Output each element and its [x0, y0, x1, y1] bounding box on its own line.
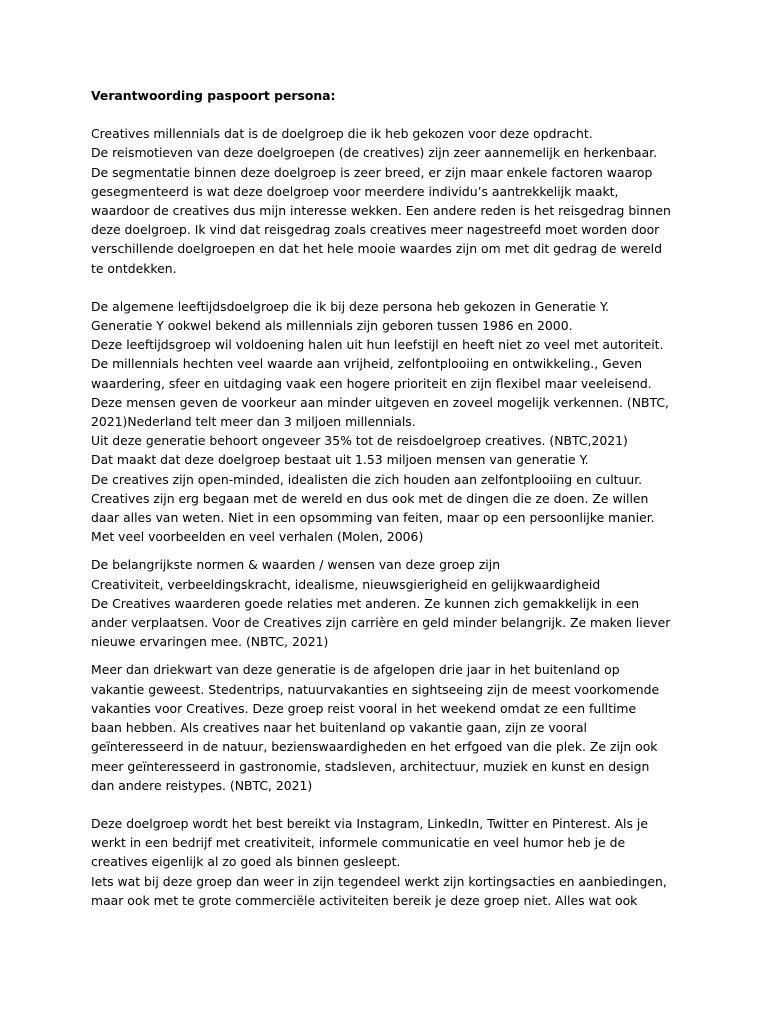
- text-line: waardoor de creatives dus mijn interesse wekken. Een andere reden is het reisgedrag binnen: [91, 203, 671, 219]
- text-line: meer geïnteresseerd in gastronomie, stadsleven, architectuur, muziek en kunst en design: [91, 758, 650, 774]
- paragraph: [91, 814, 681, 910]
- text-line: verschillende doelgroepen en dat het hele mooie waardes zijn om met dit gedrag de wereld: [91, 241, 662, 257]
- text-line: vakanties voor Creatives. Deze groep reist vooral in het weekend omdat ze een fulltime: [91, 700, 637, 716]
- text-line: Creatives millennials dat is de doelgroep die ik heb gekozen voor deze opdracht.: [91, 126, 593, 142]
- text-line: Uit deze generatie behoort ongeveer 35% tot de reisdoelgroep creatives. (NBTC,2021): [91, 433, 628, 449]
- text-line: Deze doelgroep wordt het best bereikt via Instagram, LinkedIn, Twitter en Pinterest. Als je: [91, 815, 648, 831]
- text-line: Creativiteit, verbeeldingskracht, idealisme, nieuwsgierigheid en gelijkwaardigheid: [91, 576, 601, 592]
- paragraph-gap: [91, 278, 681, 297]
- paragraph-gap: [91, 795, 681, 814]
- text-line: vakantie geweest. Stedentrips, natuurvakanties en sightseeing zijn de meest voorkomende: [91, 681, 660, 697]
- text-line: te ontdekken.: [91, 260, 177, 276]
- paragraph: [91, 124, 681, 278]
- text-line: geïnteresseerd in de natuur, bezienswaardigheden en het erfgoed van die plek. Ze zijn ook: [91, 739, 658, 755]
- text-line: dan andere reistypes. (NBTC, 2021): [91, 777, 313, 793]
- document-title: Verantwoording paspoort persona:: [91, 88, 336, 103]
- text-line: werkt in een bedrijf met creativiteit, informele communicatie en veel humor heb je de: [91, 835, 626, 851]
- text-line: waardering, sfeer en uitdaging vaak een hogere prioriteit en zijn flexibel maar veeleisend.: [91, 375, 652, 391]
- text-line: Iets wat bij deze groep dan weer in zijn tegendeel werkt zijn kortingsacties en aanbiedingen,: [91, 873, 667, 889]
- text-line: 2021)Nederland telt meer dan 3 miljoen millennials.: [91, 414, 416, 430]
- document-body: [91, 86, 681, 910]
- text-line: maar ook met te grote commerciële activiteiten bereik je deze groep niet. Alles wat ook: [91, 892, 638, 908]
- text-line: deze doelgroep. Ik vind dat reisgedrag zoals creatives meer nagestreefd moet worden door: [91, 222, 660, 238]
- paragraph-gap: [91, 546, 681, 555]
- text-line: nieuwe ervaringen mee. (NBTC, 2021): [91, 634, 329, 650]
- text-line: De reismotieven van deze doelgroepen (de creatives) zijn zeer aannemelijk en herkenbaar.: [91, 145, 658, 161]
- text-line: Meer dan driekwart van deze generatie is de afgelopen drie jaar in het buitenland op: [91, 662, 620, 678]
- text-line: Deze mensen geven de voorkeur aan minder uitgeven en zoveel mogelijk verkennen. (NBTC,: [91, 394, 669, 410]
- text-line: De segmentatie binnen deze doelgroep is zeer breed, er zijn maar enkele factoren waarop: [91, 164, 653, 180]
- text-line: daar alles van weten. Niet in een opsomming van feiten, maar op een persoonlijke manier.: [91, 510, 655, 526]
- paragraph-container: [91, 124, 681, 910]
- paragraph-gap: [91, 651, 681, 660]
- text-line: De Creatives waarderen goede relaties met anderen. Ze kunnen zich gemakkelijk in een: [91, 595, 640, 611]
- paragraph: [91, 555, 681, 651]
- text-line: Deze leeftijdsgroep wil voldoening halen uit hun leefstijl en heeft niet zo veel met autoriteit.: [91, 337, 664, 353]
- text-line: Met veel voorbeelden en veel verhalen (Molen, 2006): [91, 529, 424, 545]
- text-line: De millennials hechten veel waarde aan vrijheid, zelfontplooiing en ontwikkeling., Geven: [91, 356, 643, 372]
- text-line: De algemene leeftijdsdoelgroep die ik bij deze persona heb gekozen in Generatie Y.: [91, 298, 609, 314]
- paragraph: [91, 660, 681, 794]
- text-line: baan hebben. Als creatives naar het buitenland op vakantie gaan, zijn ze vooral: [91, 720, 587, 736]
- text-line: gesegmenteerd is wat deze doelgroep voor meerdere individu’s aantrekkelijk maakt,: [91, 183, 619, 199]
- text-line: Generatie Y ookwel bekend als millennials zijn geboren tussen 1986 en 2000.: [91, 318, 573, 334]
- text-line: Creatives zijn erg begaan met de wereld en dus ook met de dingen die ze doen. Ze willen: [91, 490, 649, 506]
- text-line: De creatives zijn open-minded, idealisten die zich houden aan zelfontplooiing en cultuur.: [91, 471, 643, 487]
- text-line: creatives eigenlijk al zo goed als binnen gesleept.: [91, 854, 401, 870]
- text-line: De belangrijkste normen & waarden / wensen van deze groep zijn: [91, 557, 501, 573]
- paragraph: [91, 297, 681, 547]
- text-line: Dat maakt dat deze doelgroep bestaat uit 1.53 miljoen mensen van generatie Y.: [91, 452, 589, 468]
- text-line: ander verplaatsen. Voor de Creatives zijn carrière en geld minder belangrijk. Ze maken liever: [91, 615, 671, 631]
